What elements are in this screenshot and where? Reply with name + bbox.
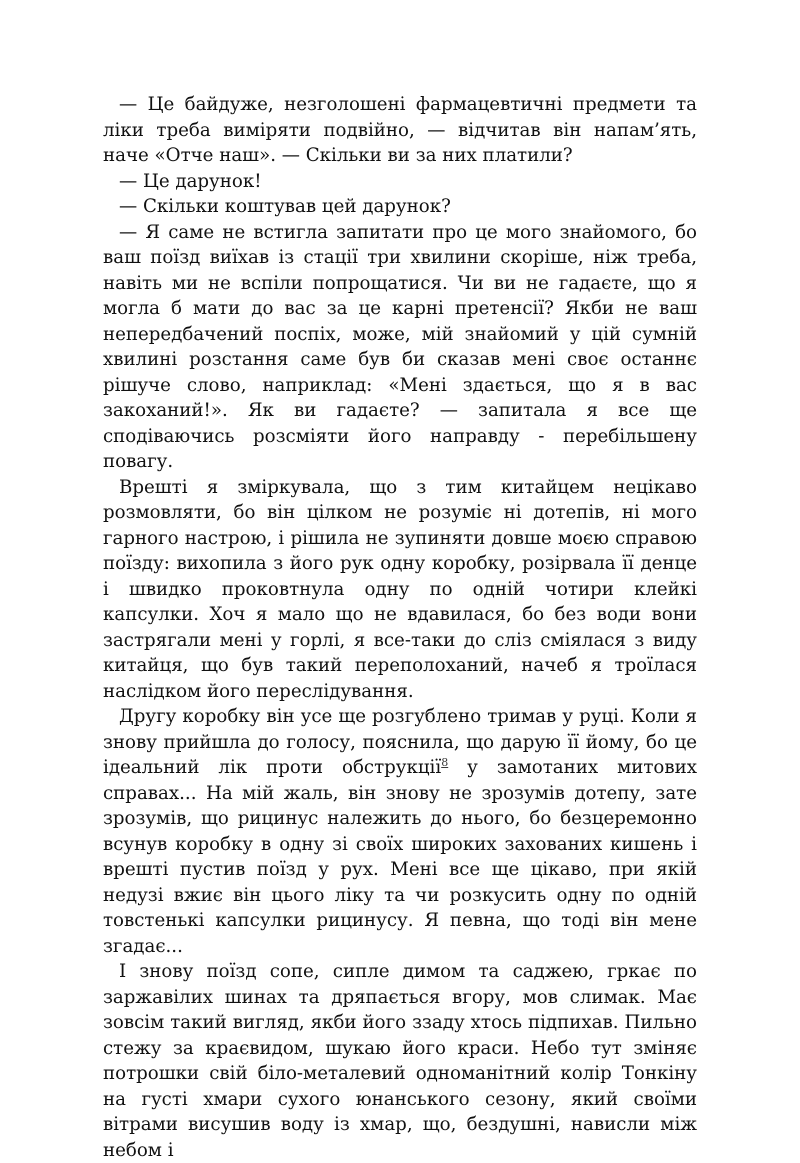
paragraph-5: Врешті я зміркувала, що з тим китайцем нецікаво розмовляти, бо він цілком не розуміє ні дотепів, ні мого гарного настрою, і рішила не зупиняти довше моєю справою поїзду: вихопила з його рук одну коробку, розірвала її денце і швидко проковтнула одну по одній чотири клейкі капсулки. Хоч я мало що не вдавилася, бо без води вони застрягали мені у горлі, я все-таки до сліз сміялася з виду китайця, що був такий переполоханий, начеб я троїлася наслідком його переслідування. (103, 476, 697, 702)
paragraph-2: — Це дарунок! (119, 170, 262, 192)
footnote-link[interactable]: 8 (441, 755, 449, 769)
paragraph-3: — Скільки коштував цей дарунок? (119, 196, 451, 217)
paragraph-7: І знову поїзд сопе, сипле димом та саджею, гркає по заржавілих шинах та дряпається вгору, мов слимак. Має зовсім такий вигляд, якби його ззаду хтось підпихав. Пильно стежу за краєвидом, шукаю його краси. Небо тут зміняє потрошки свій біло-металевий одноманітний колір Тонкіну на густі хмари сухого юнанського сезону, який своїми вітрами висушив воду із хмар, що, бездушні, нависли між небом і (103, 961, 697, 1161)
paragraph-6-start: Другу коробку він усе ще розгублено тримав у руці. Коли я знову прийшла до голосу, пояснила, що дарую її йому, бо це ідеальний лік проти обструкції (103, 706, 697, 778)
paragraph-1: — Це байдуже, незголошені фармацевтичні предмети та ліки треба виміряти подвійно, — відчитав він напам’ять, наче «Отче наш». — Скільки ви за них платили? (103, 94, 697, 166)
paragraph-6 (103, 704, 697, 959)
paragraph-6-end: у замотаних митових справах... На мій жаль, він знову не зрозумів дотепу, зате зрозумів, що рицинус належить до нього, бо безцеремонно всунув коробку в одну зі своїх широких захованих кишень і врешті пустив поїзд у рух. Мені все ще цікаво, при якій недузі вжиє він цього ліку та чи розкусить одну по одній товстенькі капсулки рицинусу. Я певна, що тоді він мене згадає... (103, 757, 697, 957)
paragraph-4: — Я саме не встигла запитати про це мого знайомого, бо ваш поїзд виїхав із стації три хвилини скоріше, ніж треба, навіть ми не вспіли попрощатися. Чи ви не гадаєте, що я могла б мати до вас за це карні претенсії? Якби не ваш непередбачений поспіх, може, мій знайомий у цій сумній хвилині розстання саме був би сказав мені своє останнє рішуче слово, наприклад: «Мені здається, що я в вас закоханий!». Як ви гадаєте? — запитала я все ще сподіваючись розсміяти його направду - перебільшену повагу. (103, 221, 697, 472)
page-text (103, 92, 697, 1163)
